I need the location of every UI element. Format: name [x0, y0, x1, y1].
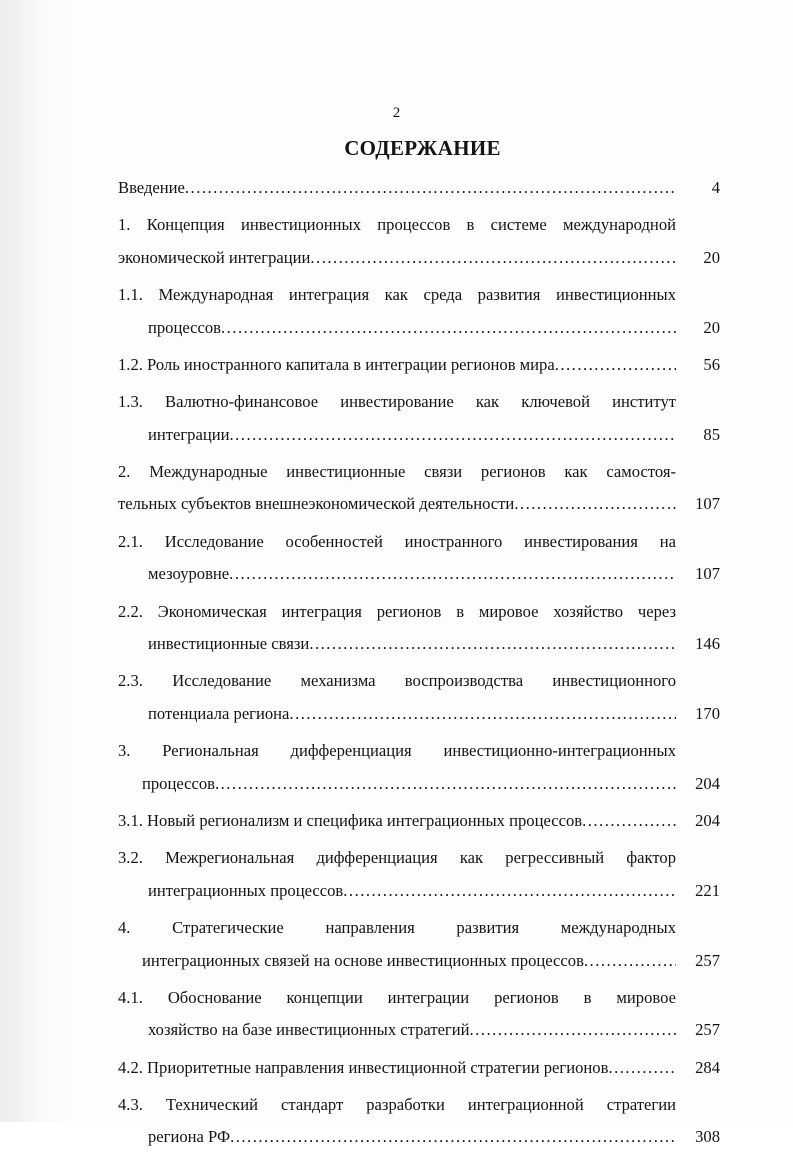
toc-entry-text	[118, 945, 676, 978]
toc-entry-label: 3.1. Новый регионализм и специфика интеграционных процессов	[118, 810, 583, 830]
toc-entry-label: 4.1. Обоснование концепции интеграции регионов в мировое	[118, 987, 676, 1007]
toc-entry-text	[118, 349, 676, 382]
toc-entry	[118, 842, 720, 907]
toc-entry-label: интеграционных связей на основе инвестиционных процессов	[142, 950, 584, 970]
toc-entry-text	[118, 1089, 720, 1122]
toc-entry-text	[118, 279, 720, 312]
toc-entry	[118, 456, 720, 521]
toc-entry-line	[118, 842, 720, 875]
toc-entry-text	[118, 456, 720, 489]
toc-entry-line	[118, 596, 720, 629]
toc-entry	[118, 1052, 720, 1085]
toc-entry	[118, 209, 720, 274]
toc-entry-text	[118, 982, 720, 1015]
dot-leader	[584, 951, 676, 970]
toc-entry-text	[118, 735, 720, 768]
toc-entry-label: 1.3. Валютно-финансовое инвестирование как ключевой институт	[118, 392, 676, 412]
toc-entry-label: 2.3. Исследование механизма воспроизводства инвестиционного	[118, 671, 676, 691]
toc-entry-label: 2. Международные инвестиционные связи регионов как самостоя-	[118, 461, 676, 481]
dot-leader	[608, 1058, 676, 1077]
dot-leader	[310, 248, 676, 267]
toc-entry-text	[118, 558, 676, 591]
toc-entry-label: процессов	[142, 773, 215, 793]
toc-entry-line	[118, 665, 720, 698]
page-number: 2	[392, 105, 401, 121]
toc-entry-label: Введение	[118, 178, 185, 197]
toc-entry-label: 3. Региональная дифференциация инвестиционно-интеграционных	[118, 741, 676, 761]
toc-entry-last-line	[118, 805, 720, 838]
toc-entry-label: 4.2. Приоритетные направления инвестиционной стратегии регионов	[118, 1057, 609, 1077]
toc-entry	[118, 596, 720, 661]
toc-page-number: 308	[695, 1127, 720, 1147]
dot-leader	[582, 811, 676, 830]
toc-entry-label: 3.2. Межрегиональная дифференциация как регрессивный фактор	[118, 848, 676, 868]
toc-entry-text	[118, 488, 676, 521]
toc-entry-line	[118, 982, 720, 1015]
toc-entry-line	[118, 209, 720, 242]
toc-page-number: 20	[703, 247, 720, 267]
toc-page-number: 20	[703, 317, 720, 337]
toc-page-number: 146	[695, 634, 720, 654]
toc-entry-label: тельных субъектов внешнеэкономической деятельности	[118, 494, 515, 514]
toc-entry-label: региона РФ	[148, 1127, 231, 1147]
toc-entry	[118, 665, 720, 730]
toc-page-number: 107	[695, 494, 720, 514]
toc-entry-text	[118, 628, 676, 661]
toc-entry-label: интеграционных процессов	[148, 880, 344, 900]
dot-leader	[309, 634, 676, 653]
page-title: СОДЕРЖАНИЕ	[344, 136, 501, 160]
toc-entry-text	[118, 665, 720, 698]
toc-entry-label: 1. Концепция инвестиционных процессов в системе международной	[118, 215, 676, 235]
toc-entry-last-line	[118, 698, 720, 731]
toc-entry-text	[118, 596, 720, 629]
toc-page-number: 204	[695, 810, 720, 830]
toc-entry-last-line	[118, 349, 720, 382]
toc-entry	[118, 386, 720, 451]
toc-entry-last-line	[118, 1052, 720, 1085]
toc-entry	[118, 735, 720, 800]
scan-edge-shadow	[0, 0, 72, 1122]
toc-entry-last-line	[118, 1014, 720, 1047]
dot-leader	[230, 425, 677, 444]
toc-entry	[118, 982, 720, 1047]
toc-page-number: 170	[695, 703, 720, 723]
dot-leader	[230, 1127, 676, 1146]
toc-entry-label: 4. Стратегические направления развития международных	[118, 918, 676, 938]
toc-entry-label: потенциала региона	[148, 703, 290, 723]
toc-page-number: 257	[695, 950, 720, 970]
toc-entry	[118, 912, 720, 977]
dot-leader	[215, 774, 676, 793]
toc-page-number: 107	[695, 564, 720, 584]
toc-entry-text	[118, 912, 720, 945]
dot-leader	[185, 178, 676, 197]
toc-entry-label: интеграции	[148, 424, 230, 444]
toc-entry-line	[118, 526, 720, 559]
toc-entry-line	[118, 386, 720, 419]
toc-page-number: 56	[703, 354, 720, 374]
toc-entry-line	[118, 735, 720, 768]
dot-leader	[555, 355, 676, 374]
toc-entry-text	[118, 419, 676, 452]
toc-entry-last-line	[118, 172, 720, 205]
toc-entry-label: 1.1. Международная интеграция как среда развития инвестиционных	[118, 285, 676, 305]
toc-entry-text	[118, 698, 676, 731]
dot-leader	[343, 881, 676, 900]
toc-entry-last-line	[118, 1121, 720, 1154]
toc-entry-label: процессов	[148, 317, 221, 337]
toc-entry-label: хозяйство на базе инвестиционных стратегий	[148, 1020, 470, 1040]
table-of-contents	[118, 172, 720, 1159]
toc-entry-label: 4.3. Технический стандарт разработки интеграционной стратегии	[118, 1094, 676, 1114]
dot-leader	[221, 318, 676, 337]
toc-entry-text	[118, 1121, 676, 1154]
toc-entry	[118, 805, 720, 838]
toc-entry-text	[118, 209, 720, 242]
toc-entry-label: 2.2. Экономическая интеграция регионов в мировое хозяйство через	[118, 601, 676, 621]
toc-entry-last-line	[118, 419, 720, 452]
toc-entry-last-line	[118, 558, 720, 591]
toc-entry-label: 2.1. Исследование особенностей иностранного инвестирования на	[118, 531, 676, 551]
toc-entry-label: мезоуровне	[148, 564, 230, 584]
toc-entry-text	[118, 842, 720, 875]
toc-entry-last-line	[118, 628, 720, 661]
toc-entry-last-line	[118, 768, 720, 801]
toc-entry-text	[118, 805, 676, 838]
toc-entry-text	[118, 312, 676, 345]
dot-leader	[514, 494, 676, 513]
dot-leader	[289, 704, 676, 723]
toc-entry	[118, 349, 720, 382]
toc-entry-text	[118, 242, 676, 275]
toc-entry-last-line	[118, 945, 720, 978]
toc-entry-label: инвестиционные связи	[148, 634, 310, 654]
toc-entry-line	[118, 456, 720, 489]
toc-entry	[118, 172, 720, 205]
toc-entry-text	[118, 386, 720, 419]
dot-leader	[229, 564, 676, 583]
toc-entry-label: экономической интеграции	[118, 247, 311, 267]
toc-page-number: 221	[695, 880, 720, 900]
toc-entry-last-line	[118, 488, 720, 521]
toc-entry-text	[118, 1014, 676, 1047]
toc-entry-text	[118, 875, 676, 908]
dot-leader	[470, 1020, 676, 1039]
toc-page-number: 204	[695, 773, 720, 793]
toc-page-number: 284	[695, 1057, 720, 1077]
toc-entry-last-line	[118, 312, 720, 345]
toc-entry	[118, 279, 720, 344]
toc-entry-label: 1.2. Роль иностранного капитала в интеграции регионов мира	[118, 354, 555, 374]
toc-entry-line	[118, 912, 720, 945]
toc-entry-last-line	[118, 875, 720, 908]
toc-entry	[118, 526, 720, 591]
toc-entry-text	[118, 768, 676, 801]
toc-entry-line	[118, 1089, 720, 1122]
toc-entry	[118, 1089, 720, 1154]
toc-entry-text	[118, 1052, 676, 1085]
toc-entry-text	[118, 526, 720, 559]
toc-entry-line	[118, 279, 720, 312]
toc-entry-text	[118, 172, 676, 205]
toc-page-number: 257	[695, 1020, 720, 1040]
toc-page-number: 4	[711, 178, 720, 197]
toc-page-number: 85	[703, 424, 720, 444]
toc-entry-last-line	[118, 242, 720, 275]
